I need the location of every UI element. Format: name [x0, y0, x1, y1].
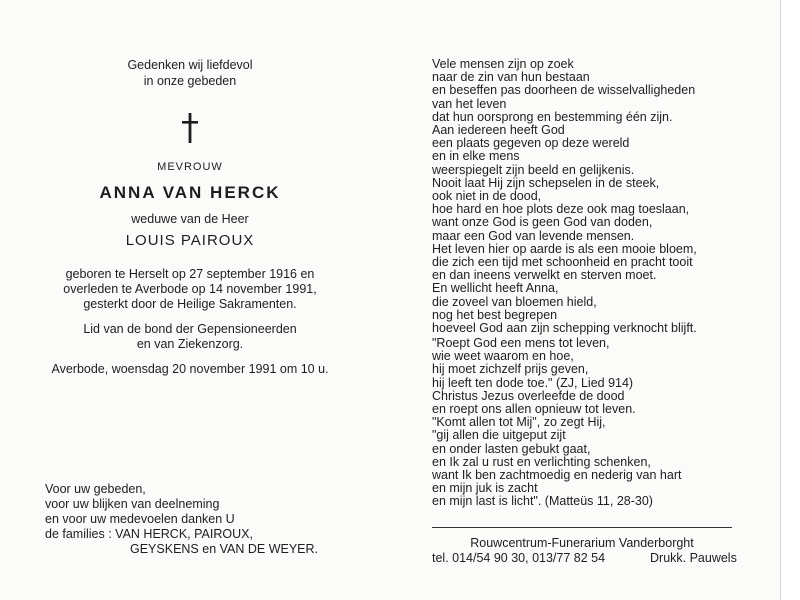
poem-line: die zoveel van bloemen hield,	[432, 294, 597, 309]
poem-line: "gij allen die uitgeput zijt	[432, 428, 566, 443]
thanks-line-1: Voor uw gebeden,	[45, 482, 146, 496]
page-edge	[780, 0, 800, 600]
poem-line: Het leven hier op aarde is als een mooie bloem,	[432, 241, 697, 256]
poem-line: nog het best begrepen	[432, 307, 558, 322]
bio-line-2: overleden te Averbode op 14 november 1991,	[63, 282, 317, 296]
thanks-line-2: voor uw blijken van deelneming	[45, 497, 220, 511]
poem-line: Aan iedereen heeft God	[432, 123, 565, 138]
widow-of: weduwe van de Heer	[131, 212, 249, 226]
thanks-line-4: de families : VAN HERCK, PAIROUX,	[45, 527, 253, 541]
poem-line: van het leven	[432, 96, 507, 111]
member-line-1: Lid van de bond der Gepensioneerden	[83, 322, 297, 336]
divider-line	[432, 527, 732, 528]
phone-numbers: tel. 014/54 90 30, 013/77 82 54	[432, 551, 606, 565]
poem-line: weerspiegelt zijn beeld en gelijkenis.	[432, 162, 635, 177]
poem-line: dat hun oorsprong en bestemming één zijn.	[432, 109, 673, 124]
poem-line: en roept ons allen opnieuw tot leven.	[432, 402, 636, 417]
bio-line-3: gesterkt door de Heilige Sakramenten.	[83, 297, 297, 311]
poem-line: maar een God van levende mensen.	[432, 228, 635, 243]
poem-line: Vele mensen zijn op zoek	[432, 57, 574, 71]
intro-line-1: Gedenken wij liefdevol	[127, 58, 253, 72]
printer-name: Drukk. Pauwels	[650, 551, 737, 565]
poem-line: naar de zin van hun bestaan	[432, 70, 590, 85]
funeral-home: Rouwcentrum-Funerarium Vanderborght	[470, 536, 694, 550]
poem-line: hij leeft ten dode toe." (ZJ, Lied 914)	[432, 375, 634, 390]
poem-line: en in elke mens	[432, 149, 520, 164]
poem-line: een plaats gegeven op deze wereld	[432, 136, 630, 151]
poem-second-stanza	[432, 337, 681, 509]
poem-line: die zich een tijd met schoonheid en pracht tooit	[432, 255, 693, 270]
title-mevrouw: MEVROUW	[157, 161, 223, 173]
poem-line: want onze God is geen God van doden,	[432, 215, 653, 230]
poem-line: hoeveel God aan zijn schepping verknocht blijft.	[432, 321, 697, 336]
bio-line-1: geboren te Herselt op 27 september 1916 en	[65, 267, 315, 281]
poem-line: hij moet zichzelf prijs geven,	[432, 362, 589, 377]
poem-line: hoe hard en hoe plots deze ook mag toeslaan,	[432, 202, 690, 217]
thanks-line-5: GEYSKENS en VAN DE WEYER.	[130, 542, 319, 556]
poem-line: Nooit laat Hij zijn schepselen in de steek,	[432, 175, 660, 190]
poem-line: en mijn juk is zacht	[432, 481, 538, 496]
poem-line: wie weet waarom en hoe,	[432, 349, 574, 364]
member-line-2: en van Ziekenzorg.	[136, 337, 244, 351]
poem-line: en Ik zal u rust en verlichting schenken,	[432, 454, 651, 469]
poem-line: en mijn last is licht". (Matteüs 11, 28-30)	[432, 494, 653, 509]
poem-line: ook niet in de dood,	[432, 189, 542, 204]
poem-line: en beseffen pas doorheen de wisselvalligheden	[432, 83, 696, 98]
poem-first-stanza	[432, 58, 697, 335]
deceased-name: ANNA VAN HERCK	[99, 183, 281, 202]
husband-name: LOUIS PAIROUX	[125, 232, 255, 249]
poem-line: Christus Jezus overleefde de dood	[432, 388, 625, 403]
poem-line: "Komt allen tot Mij", zo zegt Hij,	[432, 415, 606, 430]
poem-line: "Roept God een mens tot leven,	[432, 336, 610, 350]
thanks-line-3: en voor uw medevoelen danken U	[45, 512, 235, 526]
poem-line: en dan ineens verwelkt en sterven moet.	[432, 268, 657, 283]
poem-line: want Ik ben zachtmoedig en nederig van hart	[432, 468, 682, 483]
intro-line-2: in onze gebeden	[143, 74, 237, 88]
poem-line: En wellicht heeft Anna,	[432, 281, 559, 296]
cross-icon	[180, 112, 200, 144]
dateline: Averbode, woensdag 20 november 1991 om 10 u.	[51, 362, 329, 376]
poem-line: en onder lasten gebukt gaat,	[432, 441, 591, 456]
